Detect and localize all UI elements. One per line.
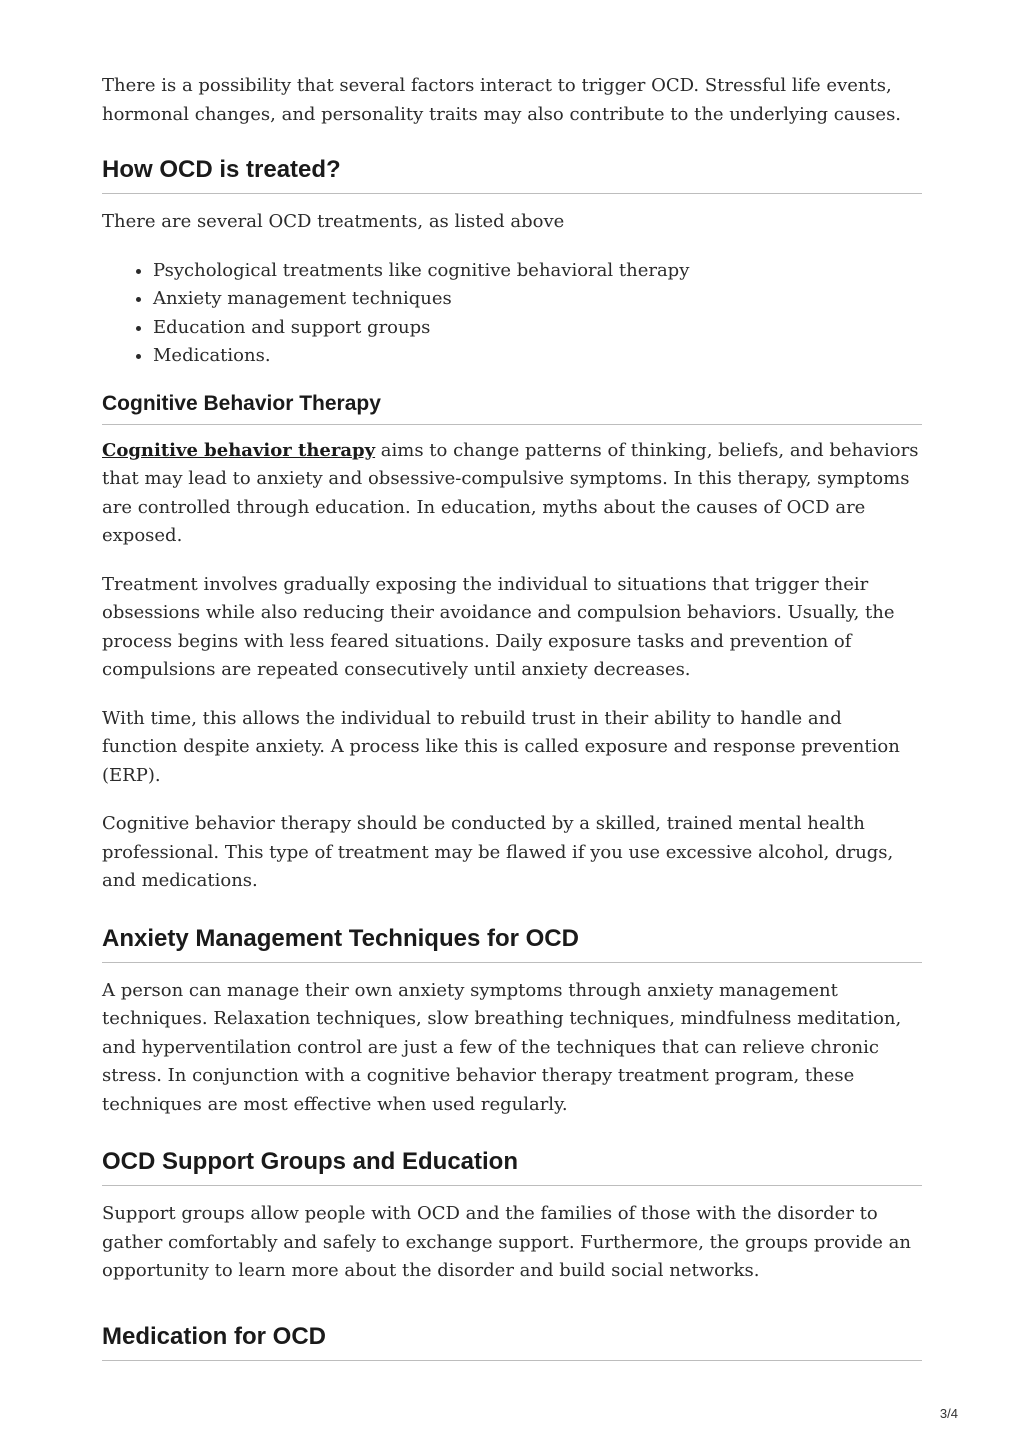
cbt-paragraph-1-text: aims to change patterns of thinking, beliefs, and behaviors that may lead to anxiety and obsessive-compulsive symptoms. In this therapy, symptoms are controlled through education. In education, myths about the causes of OCD are exposed. bbox=[102, 439, 919, 546]
page-number: 3/4 bbox=[939, 1406, 958, 1421]
cbt-paragraph-3: With time, this allows the individual to rebuild trust in their ability to handle and function despite anxiety. A process like this is called exposure and response prevention (ERP). bbox=[102, 707, 900, 786]
list-item: • Psychological treatments like cognitive behavioral therapy bbox=[153, 257, 922, 286]
anxiety-heading: Anxiety Management Techniques for OCD bbox=[102, 924, 922, 963]
support-heading: OCD Support Groups and Education bbox=[102, 1147, 922, 1186]
cbt-link[interactable]: Cognitive behavior therapy bbox=[102, 439, 376, 461]
intro-paragraph: There is a possibility that several factors interact to trigger OCD. Stressful life events, hormonal changes, and personality traits may also contribute to the underlying causes. bbox=[102, 75, 902, 125]
list-item: • Education and support groups bbox=[153, 314, 922, 343]
cbt-paragraph-4: Cognitive behavior therapy should be conducted by a skilled, trained mental health professional. This type of treatment may be flawed if you use excessive alcohol, drugs, and medications. bbox=[102, 813, 894, 891]
list-item: • Medications. bbox=[153, 342, 922, 371]
treatment-list bbox=[102, 257, 922, 371]
anxiety-paragraph: A person can manage their own anxiety symptoms through anxiety management techniques. Relaxation techniques, slow breathing techniques, mindfulness meditation, and hyperventilation control are just a few of the techniques that can relieve chronic stress. In conjunction with a cognitive behavior therapy treatment program, these techniques are most effective when used regularly. bbox=[102, 979, 902, 1115]
list-item: • Anxiety management techniques bbox=[153, 285, 922, 314]
medication-heading: Medication for OCD bbox=[102, 1322, 922, 1361]
cbt-heading: Cognitive Behavior Therapy bbox=[102, 391, 922, 425]
treatment-intro: There are several OCD treatments, as listed above bbox=[102, 211, 565, 232]
cbt-paragraph-2: Treatment involves gradually exposing the individual to situations that trigger their obsessions while also reducing their avoidance and compulsion behaviors. Usually, the process begins with less feared situations. Daily exposure tasks and prevention of compulsions are repeated consecutively until anxiety decreases. bbox=[102, 573, 895, 680]
document-page bbox=[102, 72, 922, 1375]
support-paragraph: Support groups allow people with OCD and the families of those with the disorder to gather comfortably and safely to exchange support. Furthermore, the groups provide an opportunity to learn more about the disorder and build social networks. bbox=[102, 1203, 911, 1281]
cbt-paragraph-1 bbox=[102, 437, 922, 551]
treatment-heading: How OCD is treated? bbox=[102, 155, 922, 194]
